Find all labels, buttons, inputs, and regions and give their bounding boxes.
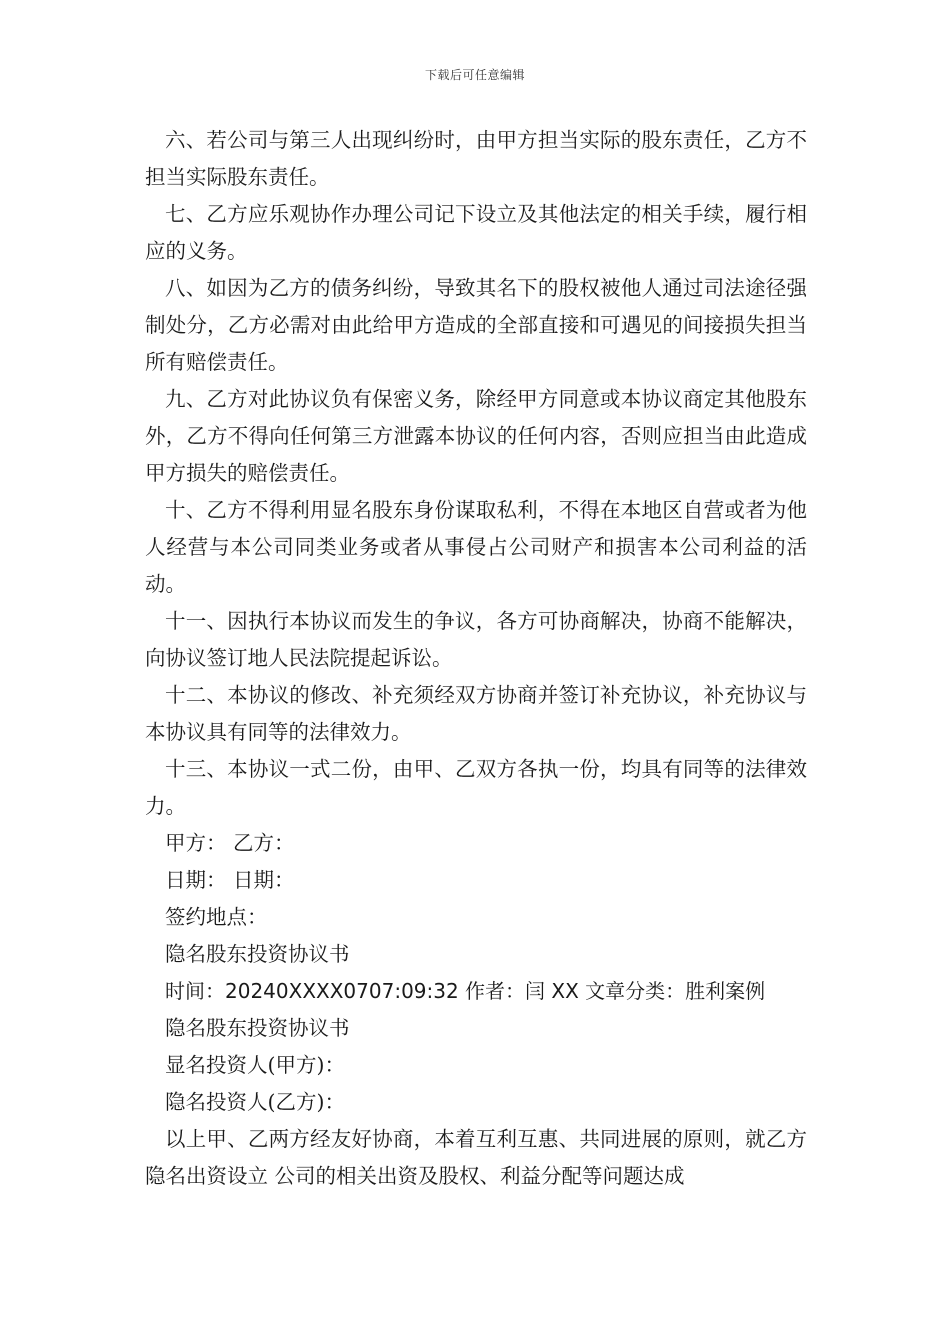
- clause-7: 七、乙方应乐观协作办理公司记下设立及其他法定的相关手续，履行相应的义务。: [145, 202, 807, 263]
- clause-6: 六、若公司与第三人出现纠纷时，由甲方担当实际的股东责任，乙方不担当实际股东责任。: [145, 128, 807, 189]
- party-a-label: 显名投资人(甲方)：: [165, 1053, 345, 1077]
- signature-parties: 甲方： 乙方：: [165, 831, 295, 855]
- clause-11: 十一、因执行本协议而发生的争议，各方可协商解决，协商不能解决，向协议签订地人民法院提起诉讼。: [145, 609, 807, 670]
- clause-8: 八、如因为乙方的债务纠纷，导致其名下的股权被他人通过司法途径强制处分，乙方必需对由此给甲方造成的全部直接和可遇见的间接损失担当所有赔偿责任。: [145, 276, 807, 374]
- preamble: 以上甲、乙两方经友好协商，本着互利互惠、共同进展的原则，就乙方隐名出资设立 公司的相关出资及股权、利益分配等问题达成: [145, 1127, 807, 1188]
- clause-10: 十、乙方不得利用显名股东身份谋取私利，不得在本地区自营或者为他人经营与本公司同类业务或者从事侵占公司财产和损害本公司利益的活动。: [145, 498, 807, 596]
- party-b-label: 隐名投资人(乙方)：: [165, 1090, 345, 1114]
- agreement-title: 隐名股东投资协议书: [165, 1016, 350, 1040]
- document-body: [145, 122, 807, 1195]
- clause-12: 十二、本协议的修改、补充须经双方协商并签订补充协议，补充协议与本协议具有同等的法律效力。: [145, 683, 807, 744]
- signing-location: 签约地点：: [165, 905, 268, 929]
- article-title: 隐名股东投资协议书: [165, 942, 350, 966]
- clause-9: 九、乙方对此协议负有保密义务，除经甲方同意或本协议商定其他股东外，乙方不得向任何第三方泄露本协议的任何内容，否则应担当由此造成甲方损失的赔偿责任。: [145, 387, 807, 485]
- signature-dates: 日期： 日期：: [165, 868, 295, 892]
- article-meta: 时间：20240XXXX0707:09:32 作者：闫 XX 文章分类：胜利案例: [165, 979, 766, 1003]
- clause-13: 十三、本协议一式二份，由甲、乙双方各执一份，均具有同等的法律效力。: [145, 757, 807, 818]
- page-header: 下载后可任意编辑: [424, 68, 525, 82]
